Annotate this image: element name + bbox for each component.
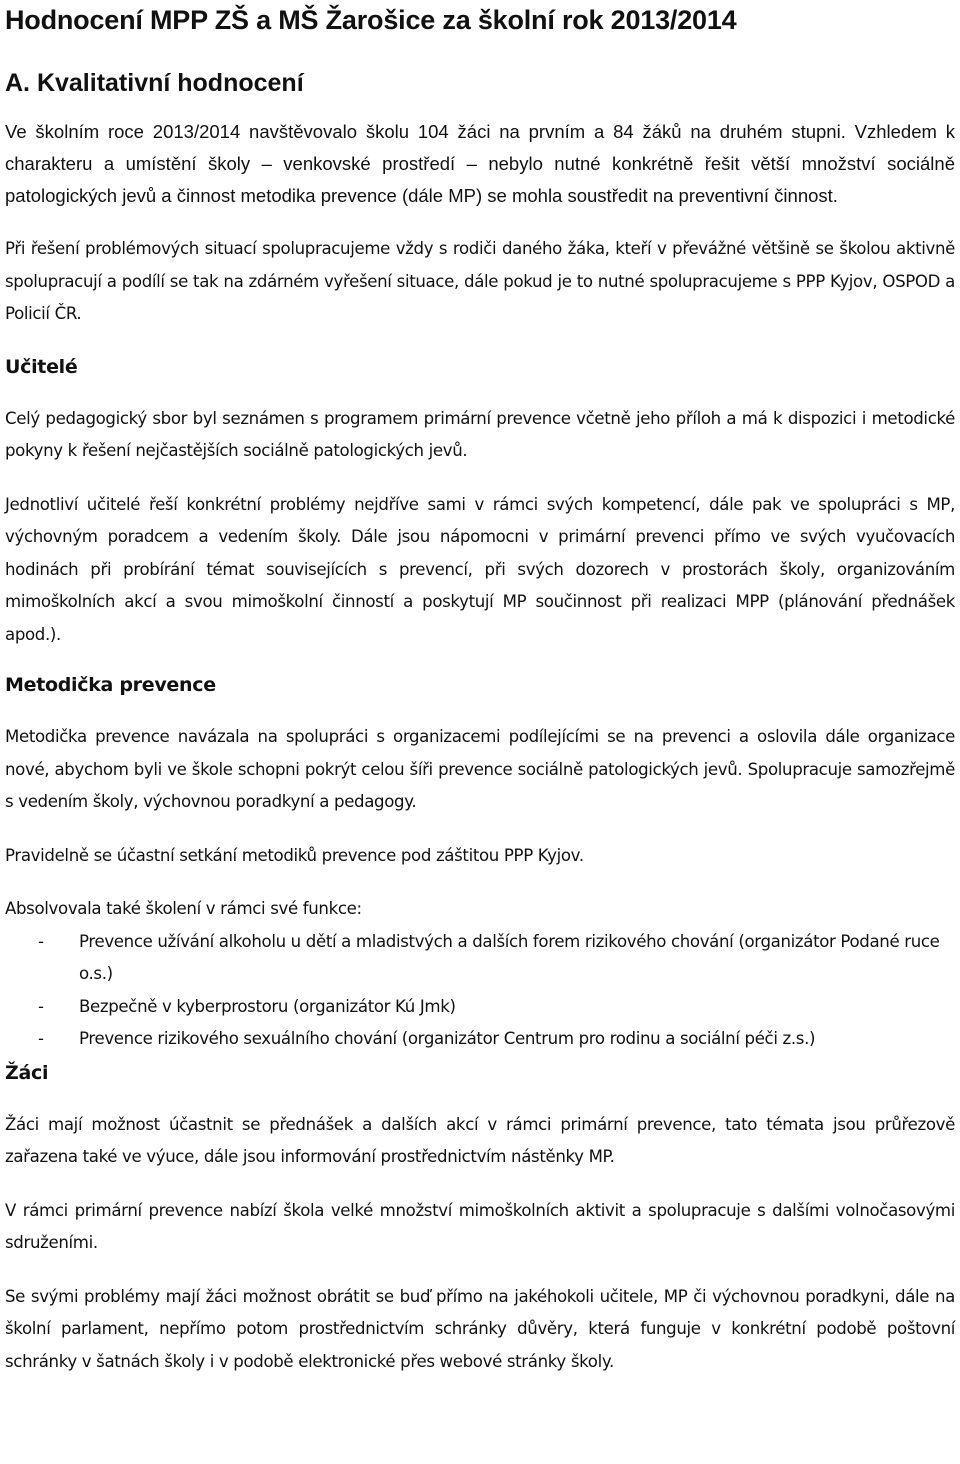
list-item-text: Prevence rizikového sexuálního chování (organizátor Centrum pro rodinu a sociální péči z.s.) [79, 1029, 816, 1048]
methodist-paragraph: Metodička prevence navázala na spolupráci s organizacemi podílejícími se na prevenci a oslovila dále organizace nové, abychom byli ve škole schopni pokrýt celou šíři prevence sociálně patologických jevů. Spolupracuje samozřejmě s vedením školy, výchovnou poradkyní a pedagogy. [5, 727, 955, 811]
training-intro: Absolvovala také školení v rámci své funkce: [5, 899, 362, 918]
list-bullet: - [38, 931, 44, 951]
list-bullet: - [38, 1029, 44, 1048]
pupils-paragraph: Se svými problémy mají žáci možnost obrátit se buď přímo na jakéhokoli učitele, MP či výchovnou poradkyni, dále na školní parlament, nepřímo potom prostřednictvím schránky důvěry, která funguje v konkrétní podobě poštovní schránky v šatnách školy i v podobě elektronické přes webové stránky školy. [5, 1286, 955, 1371]
pupils-paragraph: Žáci mají možnost účastnit se přednášek a dalších akcí v rámci primární prevence, tato témata jsou průřezově zařazena také ve výuce, dále jsou informování prostřednictvím nástěnky MP. [5, 1114, 955, 1166]
pupils-paragraph: V rámci primární prevence nabízí škola velké množství mimoškolních aktivit a spolupracuje s dalšími volnočasovými sdruženími. [5, 1200, 955, 1252]
list-item [5, 991, 955, 1024]
list-item-text: Prevence užívání alkoholu u dětí a mladistvých a dalších forem rizikového chování (organizátor Podané ruce o.s.) [79, 931, 940, 983]
section-heading-qualitative: A. Kvalitativní hodnocení [5, 69, 304, 97]
methodist-paragraph: Pravidelně se účastní setkání metodiků prevence pod záštitou PPP Kyjov. [5, 845, 584, 865]
teachers-heading: Učitelé [5, 355, 78, 378]
document-title: Hodnocení MPP ZŠ a MŠ Žarošice za školní rok 2013/2014 [5, 5, 737, 35]
list-item [5, 1023, 955, 1056]
cooperation-paragraph: Při řešení problémových situací spolupracujeme vždy s rodiči daného žáka, kteří v převážné většině se školou aktivně spolupracují a podílí se tak na zdárném vyřešení situace, dále pokud je to nutné spolupracujeme s PPP Kyjov, OSPOD a Policií ČR. [5, 239, 955, 323]
pupils-heading: Žáci [5, 1061, 49, 1084]
list-item [5, 926, 955, 991]
methodist-heading: Metodička prevence [5, 674, 216, 696]
teachers-paragraph: Celý pedagogický sbor byl seznámen s programem primární prevence včetně jeho příloh a má k dispozici i metodické pokyny k řešení nejčastějších sociálně patologických jevů. [5, 408, 955, 460]
list-item-text: Bezpečně v kyberprostoru (organizátor Kú Jmk) [79, 996, 456, 1016]
training-list [5, 926, 955, 1056]
teachers-paragraph: Jednotliví učitelé řeší konkrétní problémy nejdříve sami v rámci svých kompetencí, dále pak ve spolupráci s MP, výchovným poradcem a vedením školy. Dále jsou nápomocni v primární prevenci přímo ve svých vyučovacích hodinách při probírání témat souvisejících s prevencí, při svých dozorech v prostorách školy, organizováním mimoškolních akcí a svou mimoškolní činností a poskytují MP součinnost při realizaci MPP (plánování přednášek apod.). [5, 494, 955, 644]
list-bullet: - [38, 996, 44, 1016]
intro-paragraph: Ve školním roce 2013/2014 navštěvovalo školu 104 žáci na prvním a 84 žáků na druhém stupni. Vzhledem k charakteru a umístění školy – venkovské prostředí – nebylo nutné konkrétně řešit větší množství sociálně patologických jevů a činnost metodika prevence (dále MP) se mohla soustředit na preventivní činnost. [5, 121, 955, 206]
